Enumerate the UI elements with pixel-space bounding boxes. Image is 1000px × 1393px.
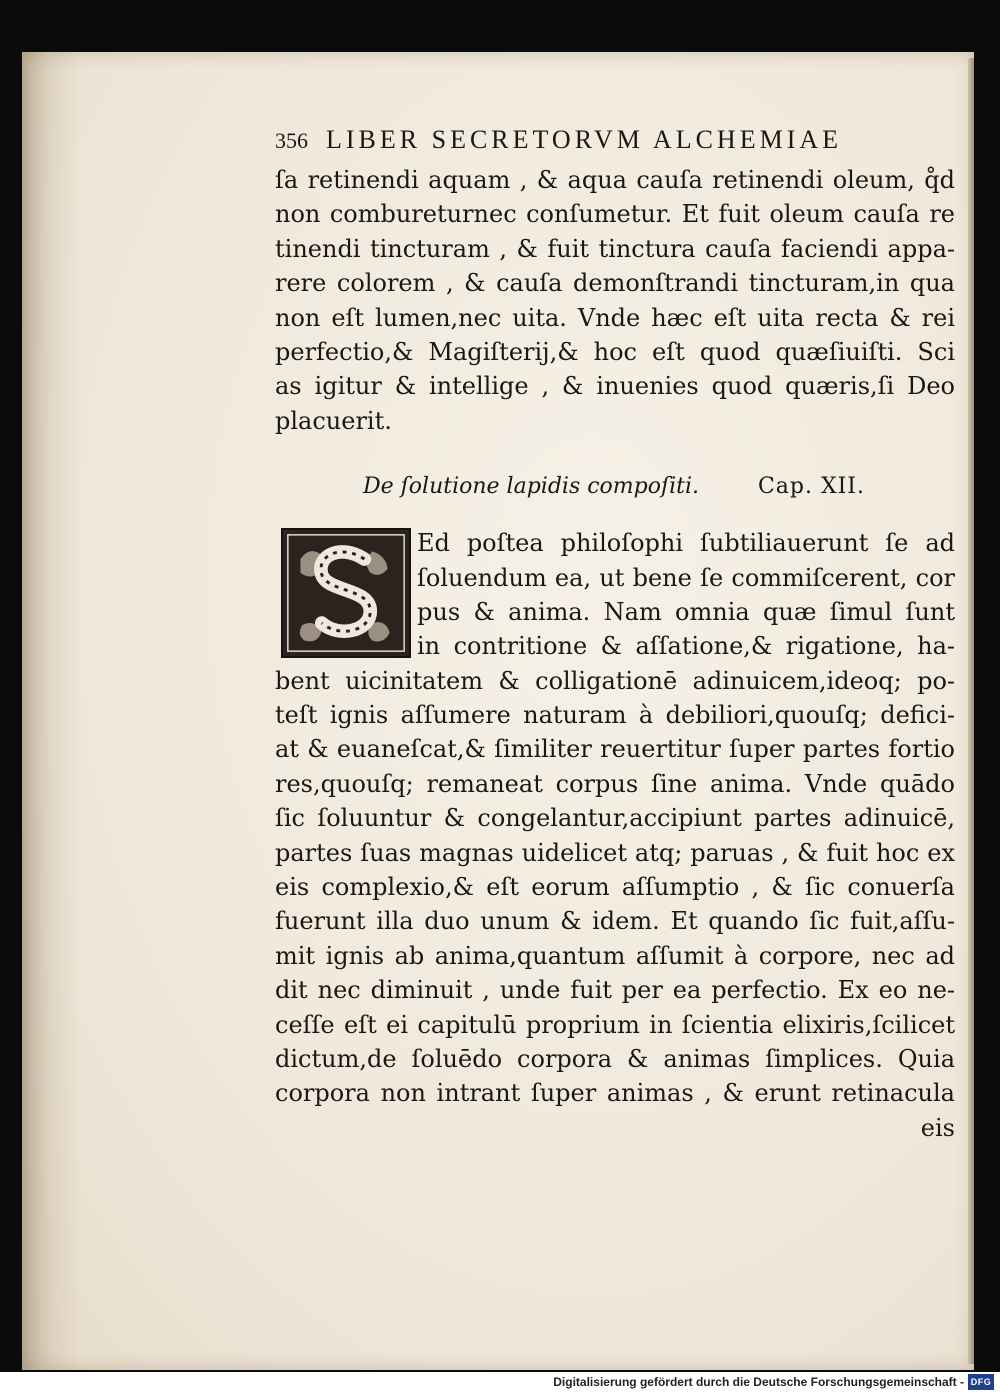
text-line: dictum,de ſoluēdo corpora & animas ſimplices. Quia <box>275 1044 955 1073</box>
text-line: ſoluendum ea, ut bene ſe commiſcerent, cor <box>417 563 955 592</box>
funding-credit: Digitalisierung gefördert durch die Deutsche Forschungsgemeinschaft - <box>553 1375 964 1389</box>
page-number: 356 <box>275 128 308 153</box>
text-line: bent uicinitatem & colligationē adinuicem,ideoq; po- <box>275 666 955 695</box>
text-line: in contritione & aſſatione,& rigatione, ha- <box>417 632 955 661</box>
text-line: teſt ignis aſſumere naturam à debiliori,quouſq; defici- <box>275 701 955 730</box>
text-line: non combureturnec conſumetur. Et fuit oleum cauſa re <box>275 200 955 229</box>
text-line: corpora non intrant ſuper animas , & erunt retinacula <box>275 1079 955 1108</box>
text-line: dit nec diminuit , unde fuit per ea perfectio. Ex eo ne- <box>275 976 955 1005</box>
text-line: rere colorem , & cauſa demonſtrandi tincturam,in qua <box>275 269 955 298</box>
chapter-number: Cap. XII. <box>757 474 865 500</box>
page-edge <box>968 58 974 1364</box>
text-line: placuerit. <box>275 406 392 435</box>
chapter-title: De ſolutione lapidis compoſiti. <box>363 474 700 500</box>
text-line: mit ignis ab anima,quantum aſſumit à corpore, nec ad <box>275 941 955 970</box>
text-line: non eſt lumen,nec uita. Vnde hæc eſt uita recta & rei <box>275 303 955 332</box>
text-line: res,quouſq; remaneat corpus ſine anima. Vnde quādo <box>275 769 955 798</box>
text-line: pus & anima. Nam omnia quæ ſimul ſunt <box>417 597 955 626</box>
footer-bar <box>0 1372 1000 1393</box>
text-block <box>275 125 955 1145</box>
text-line: perfectio,& Magiſterij,& hoc eſt quod quæſiuiſti. Sci <box>275 337 955 366</box>
catchword: eis <box>920 1113 955 1142</box>
dfg-logo: DFG <box>968 1374 994 1390</box>
running-title: LIBER SECRETORVM ALCHEMIAE <box>326 125 843 154</box>
paragraph-1 <box>275 163 955 438</box>
running-header <box>275 125 955 163</box>
text-line: fuerunt illa duo unum & idem. Et quando ſic fuit,aſſu- <box>275 907 955 936</box>
text-line: ſic ſoluuntur & congelantur,accipiunt partes adinuicē, <box>275 804 955 833</box>
text-line: partes ſuas magnas uidelicet atq; paruas , & fuit hoc ex <box>275 838 955 867</box>
text-line: ceſſe eſt ei capitulū proprium in ſcientia elixiris,ſcilicet <box>275 1010 955 1039</box>
text-line: at & euaneſcat,& ſimiliter reuertitur ſuper partes fortio <box>275 735 955 764</box>
decorated-initial-s-icon <box>281 528 411 658</box>
text-line: tinendi tincturam , & fuit tinctura cauſa faciendi appa- <box>275 234 955 263</box>
chapter-heading <box>275 474 955 514</box>
paragraph-2 <box>275 526 955 1145</box>
text-line: as igitur & intellige , & inuenies quod quæris,ſi Deo <box>275 372 955 401</box>
text-line: Ed poſtea philoſophi ſubtiliauerunt ſe ad <box>417 529 955 558</box>
text-line: eis complexio,& eſt eorum aſſumptio , & ſic conuerſa <box>275 873 955 902</box>
text-line: ſa retinendi aquam , & aqua cauſa retinendi oleum, q̊d <box>275 166 955 194</box>
